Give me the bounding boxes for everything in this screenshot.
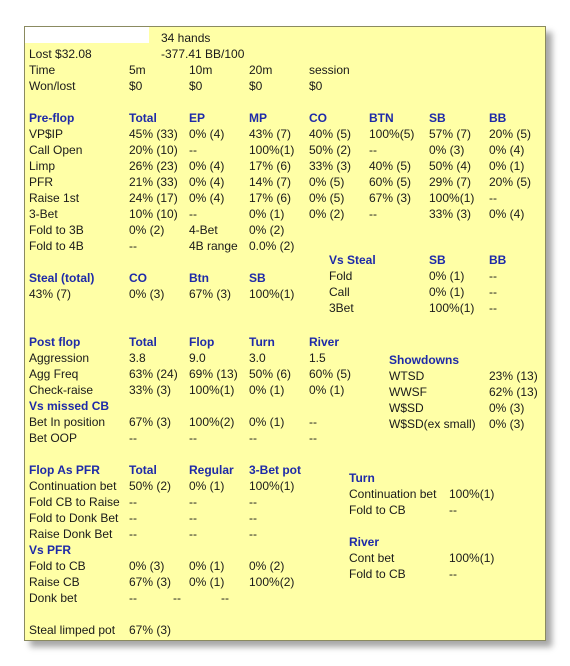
preflop-cell: 17% (6) <box>249 159 292 173</box>
wonlost-session: $0 <box>309 79 323 93</box>
flop-pfr-cell: -- <box>129 511 137 525</box>
vs-pfr-row-label: Donk bet <box>29 591 78 605</box>
postflop-cell: 0% (1) <box>309 383 345 397</box>
preflop-col-total: Total <box>129 111 157 125</box>
steal-limped-value: 67% (3) <box>129 623 172 637</box>
preflop-col-btn: BTN <box>369 111 394 125</box>
preflop-cell: 0% (1) <box>249 207 285 221</box>
preflop-cell: 4B range <box>189 239 238 253</box>
preflop-cell: -- <box>369 207 377 221</box>
showdown-label: W$SD(ex small) <box>389 417 476 431</box>
vs-pfr-cell: -- <box>173 591 181 605</box>
preflop-row-label: Raise 1st <box>29 191 80 205</box>
wonlost-20m: $0 <box>249 79 263 93</box>
vs-pfr-cell: 0% (1) <box>189 575 225 589</box>
preflop-cell: -- <box>189 207 197 221</box>
flop-pfr-cell: -- <box>249 495 257 509</box>
preflop-cell: 0% (2) <box>249 223 285 237</box>
preflop-cell: 0% (4) <box>189 159 225 173</box>
lost-amount: Lost $32.08 <box>29 47 92 61</box>
period-20m: 20m <box>249 63 273 77</box>
vs-pfr-cell: 0% (2) <box>249 559 285 573</box>
turn-value: 100%(1) <box>449 487 495 501</box>
turn-row-label: Continuation bet <box>349 487 437 501</box>
stats-popup <box>24 26 546 641</box>
preflop-cell: 10% (10) <box>129 207 178 221</box>
missed-cb-row-label: Bet OOP <box>29 431 78 445</box>
preflop-cell: 43% (7) <box>249 127 292 141</box>
preflop-cell: 24% (17) <box>129 191 178 205</box>
preflop-cell: 0% (5) <box>309 191 345 205</box>
showdown-value: 23% (13) <box>489 369 538 383</box>
preflop-col-bb: BB <box>489 111 507 125</box>
vs-pfr-row-label: Fold to CB <box>29 559 86 573</box>
river-title: River <box>349 535 380 549</box>
bb-per-100: -377.41 BB/100 <box>161 47 245 61</box>
river-row-label: Fold to CB <box>349 567 406 581</box>
period-session: session <box>309 63 350 77</box>
header-blank <box>25 27 149 43</box>
preflop-cell: 14% (7) <box>249 175 292 189</box>
steal-limped-label: Steal limped pot <box>29 623 116 637</box>
preflop-cell: 40% (5) <box>369 159 412 173</box>
postflop-cell: 100%(1) <box>189 383 235 397</box>
preflop-cell: 33% (3) <box>309 159 352 173</box>
turn-value: -- <box>449 503 457 517</box>
flop-pfr-cell: -- <box>189 527 197 541</box>
flop-pfr-cell: -- <box>189 495 197 509</box>
vs-pfr-cell: 67% (3) <box>129 575 172 589</box>
vs-steal-cell: -- <box>489 301 497 315</box>
showdown-value: 0% (3) <box>489 417 525 431</box>
preflop-cell: 100%(5) <box>369 127 415 141</box>
flop-pfr-cell: -- <box>249 511 257 525</box>
preflop-cell: 45% (33) <box>129 127 178 141</box>
steal-col-sb: SB <box>249 271 266 285</box>
preflop-cell: 0% (2) <box>129 223 165 237</box>
preflop-cell: 0% (4) <box>189 191 225 205</box>
postflop-cell: 60% (5) <box>309 367 352 381</box>
preflop-cell: 0% (3) <box>429 143 465 157</box>
preflop-cell: 0% (4) <box>189 127 225 141</box>
postflop-col-total: Total <box>129 335 157 349</box>
preflop-row-label: VP$IP <box>29 127 64 141</box>
showdown-value: 62% (13) <box>489 385 538 399</box>
vs-steal-row-label: Call <box>329 285 350 299</box>
postflop-cell: 3.8 <box>129 351 146 365</box>
missed-cb-row-label: Bet In position <box>29 415 106 429</box>
preflop-cell: 50% (2) <box>309 143 352 157</box>
postflop-cell: 3.0 <box>249 351 266 365</box>
missed-cb-cell: 67% (3) <box>129 415 172 429</box>
vs-pfr-cell: 0% (3) <box>129 559 165 573</box>
flop-pfr-cell: -- <box>129 495 137 509</box>
preflop-row-label: Limp <box>29 159 56 173</box>
preflop-cell: 50% (4) <box>429 159 472 173</box>
vs-steal-cell: -- <box>489 285 497 299</box>
preflop-cell: 20% (5) <box>489 127 532 141</box>
postflop-col-flop: Flop <box>189 335 215 349</box>
showdown-label: WTSD <box>389 369 425 383</box>
vs-steal-col-sb: SB <box>429 253 446 267</box>
steal-col-co: CO <box>129 271 147 285</box>
wonlost-10m: $0 <box>189 79 203 93</box>
preflop-cell: 33% (3) <box>429 207 472 221</box>
preflop-cell: -- <box>189 143 197 157</box>
vs-steal-row-label: Fold <box>329 269 353 283</box>
preflop-cell: 40% (5) <box>309 127 352 141</box>
preflop-row-label: Call Open <box>29 143 83 157</box>
showdown-value: 0% (3) <box>489 401 525 415</box>
preflop-cell: 0% (2) <box>309 207 345 221</box>
preflop-cell: 100%(1) <box>249 143 295 157</box>
preflop-cell: -- <box>489 191 497 205</box>
river-value: -- <box>449 567 457 581</box>
wonlost-5m: $0 <box>129 79 143 93</box>
preflop-row-label: Fold to 4B <box>29 239 84 253</box>
steal-title: Steal (total) <box>29 271 95 285</box>
missed-cb-cell: -- <box>189 431 197 445</box>
time-label: Time <box>29 63 56 77</box>
vs-pfr-title: Vs PFR <box>29 543 72 557</box>
missed-cb-cell: 100%(2) <box>189 415 235 429</box>
vs-pfr-cell: 0% (1) <box>189 559 225 573</box>
preflop-cell: 20% (5) <box>489 175 532 189</box>
postflop-cell: 9.0 <box>189 351 206 365</box>
flop-pfr-cell: 0% (1) <box>189 479 225 493</box>
preflop-cell: 57% (7) <box>429 127 472 141</box>
steal-cell: 100%(1) <box>249 287 295 301</box>
flop-pfr-cell: -- <box>249 527 257 541</box>
preflop-cell: 67% (3) <box>369 191 412 205</box>
preflop-cell: 26% (23) <box>129 159 178 173</box>
vs-pfr-row-label: Raise CB <box>29 575 80 589</box>
vs-pfr-cell: -- <box>129 591 137 605</box>
postflop-row-label: Agg Freq <box>29 367 79 381</box>
missed-cb-cell: -- <box>309 415 317 429</box>
showdown-label: W$SD <box>389 401 424 415</box>
vs-pfr-cell: 100%(2) <box>249 575 295 589</box>
postflop-cell: 1.5 <box>309 351 326 365</box>
postflop-col-river: River <box>309 335 340 349</box>
flop-pfr-col-total: Total <box>129 463 157 477</box>
flop-pfr-row-label: Continuation bet <box>29 479 117 493</box>
preflop-cell: 17% (6) <box>249 191 292 205</box>
preflop-cell: 60% (5) <box>369 175 412 189</box>
showdowns-title: Showdowns <box>389 353 459 367</box>
missed-cb-cell: -- <box>309 431 317 445</box>
period-10m: 10m <box>189 63 213 77</box>
preflop-cell: 0% (4) <box>489 143 525 157</box>
missed-cb-cell: -- <box>129 431 137 445</box>
preflop-cell: 0.0% (2) <box>249 239 295 253</box>
steal-cell: 67% (3) <box>189 287 232 301</box>
flop-pfr-row-label: Fold CB to Raise <box>29 495 120 509</box>
postflop-cell: 0% (1) <box>249 383 285 397</box>
steal-total-value: 43% (7) <box>29 287 72 301</box>
preflop-row-label: 3-Bet <box>29 207 58 221</box>
vs-steal-cell: -- <box>489 269 497 283</box>
preflop-cell: 0% (4) <box>489 207 525 221</box>
showdown-label: WWSF <box>389 385 427 399</box>
river-row-label: Cont bet <box>349 551 395 565</box>
flop-pfr-row-label: Fold to Donk Bet <box>29 511 119 525</box>
postflop-col-turn: Turn <box>249 335 275 349</box>
vs-steal-cell: 0% (1) <box>429 285 465 299</box>
flop-pfr-cell: -- <box>129 527 137 541</box>
vs-steal-col-bb: BB <box>489 253 507 267</box>
preflop-col-mp: MP <box>249 111 267 125</box>
turn-row-label: Fold to CB <box>349 503 406 517</box>
missed-cb-cell: -- <box>249 431 257 445</box>
postflop-title: Post flop <box>29 335 81 349</box>
postflop-row-label: Check-raise <box>29 383 94 397</box>
vs-steal-cell: 100%(1) <box>429 301 475 315</box>
river-value: 100%(1) <box>449 551 495 565</box>
preflop-cell: -- <box>129 239 137 253</box>
preflop-cell: 0% (5) <box>309 175 345 189</box>
flop-pfr-cell: 50% (2) <box>129 479 172 493</box>
preflop-row-label: PFR <box>29 175 53 189</box>
steal-col-btn: Btn <box>189 271 209 285</box>
missed-cb-title: Vs missed CB <box>29 399 110 413</box>
preflop-cell: 20% (10) <box>129 143 178 157</box>
preflop-cell: 29% (7) <box>429 175 472 189</box>
preflop-col-sb: SB <box>429 111 446 125</box>
period-5m: 5m <box>129 63 146 77</box>
flop-pfr-col-regular: Regular <box>189 463 234 477</box>
postflop-cell: 50% (6) <box>249 367 292 381</box>
flop-pfr-cell: -- <box>189 511 197 525</box>
flop-pfr-row-label: Raise Donk Bet <box>29 527 113 541</box>
vs-steal-cell: 0% (1) <box>429 269 465 283</box>
preflop-title: Pre-flop <box>29 111 75 125</box>
flop-pfr-col-3bet: 3-Bet pot <box>249 463 301 477</box>
wonlost-label: Won/lost <box>29 79 76 93</box>
postflop-cell: 69% (13) <box>189 367 238 381</box>
steal-cell: 0% (3) <box>129 287 165 301</box>
postflop-cell: 63% (24) <box>129 367 178 381</box>
turn-title: Turn <box>349 471 375 485</box>
vs-pfr-cell: -- <box>221 591 229 605</box>
flop-pfr-title: Flop As PFR <box>29 463 100 477</box>
preflop-cell: 0% (4) <box>189 175 225 189</box>
preflop-col-co: CO <box>309 111 327 125</box>
preflop-cell: 4-Bet <box>189 223 218 237</box>
vs-steal-title: Vs Steal <box>329 253 376 267</box>
preflop-cell: 100%(1) <box>429 191 475 205</box>
flop-pfr-cell: 100%(1) <box>249 479 295 493</box>
hands-count: 34 hands <box>161 31 211 45</box>
preflop-cell: 0% (1) <box>489 159 525 173</box>
preflop-col-ep: EP <box>189 111 206 125</box>
preflop-row-label: Fold to 3B <box>29 223 84 237</box>
missed-cb-cell: 0% (1) <box>249 415 285 429</box>
vs-steal-row-label: 3Bet <box>329 301 354 315</box>
preflop-cell: -- <box>369 143 377 157</box>
postflop-row-label: Aggression <box>29 351 90 365</box>
postflop-cell: 33% (3) <box>129 383 172 397</box>
preflop-cell: 21% (33) <box>129 175 178 189</box>
